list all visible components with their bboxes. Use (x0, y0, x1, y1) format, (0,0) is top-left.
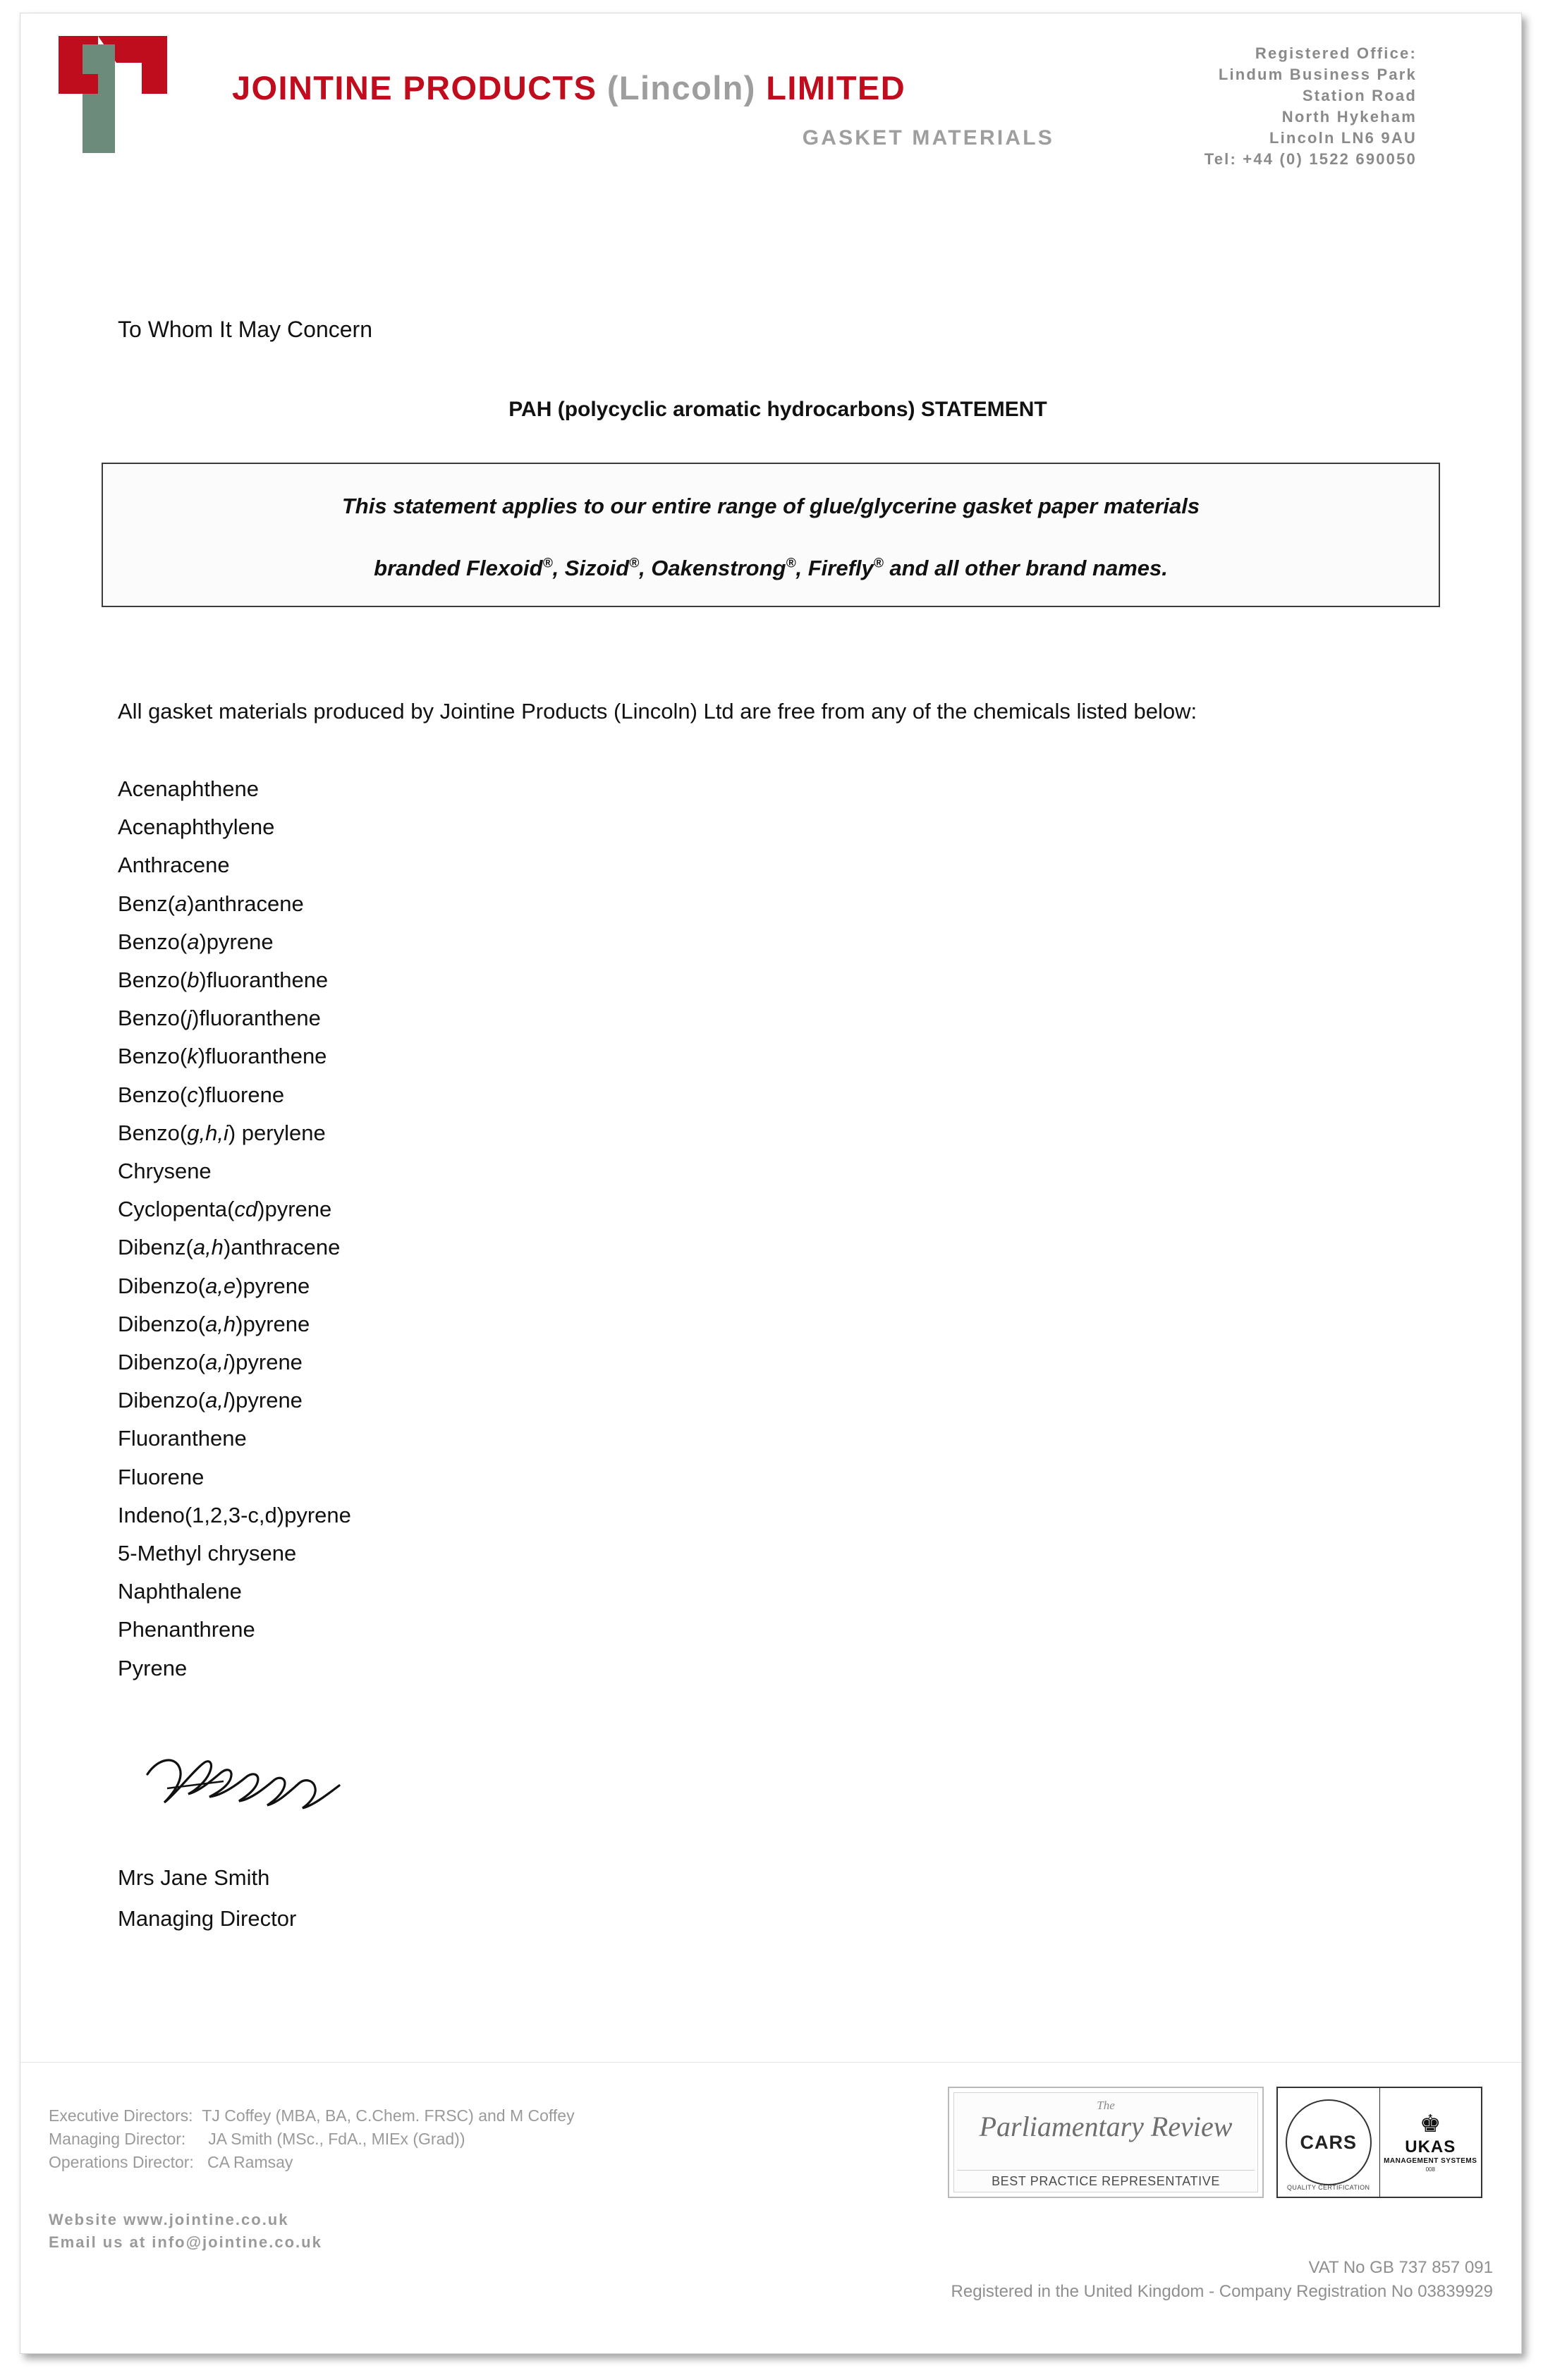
chemical-item: Pyrene (118, 1655, 188, 1680)
chemical-item: 5-Methyl chrysene (118, 1541, 297, 1566)
accreditation-badges (948, 2087, 1482, 2198)
company-name-part1: JOINTINE PRODUCTS (232, 69, 607, 106)
footer-divider (20, 2062, 1521, 2063)
company-name-part2: LIMITED (755, 69, 906, 106)
registered-mark-4: ® (873, 556, 884, 571)
registered-mark-1: ® (542, 556, 553, 571)
chemical-item: Benzo(a)pyrene (118, 929, 274, 954)
chemical-item: Dibenzo(a,h)pyrene (118, 1311, 310, 1336)
registered-mark-2: ® (629, 556, 640, 571)
chemical-item: Indeno(1,2,3-c,d)pyrene (118, 1502, 351, 1527)
chemical-item: Naphthalene (118, 1579, 242, 1604)
cars-sublabel: QUALITY CERTIFICATION (1287, 2184, 1370, 2191)
chemical-item: Dibenzo(a,e)pyrene (118, 1273, 310, 1298)
chemical-item: Anthracene (118, 853, 230, 878)
executive-directors-label: Executive Directors: (49, 2106, 193, 2125)
company-name-paren: (Lincoln) (606, 69, 756, 106)
operations-director-line (49, 2151, 575, 2174)
managing-director-label: Managing Director: (49, 2130, 186, 2148)
letterhead (20, 13, 1521, 204)
operations-director-value: CA Ramsay (207, 2153, 293, 2171)
managing-director-line (49, 2128, 575, 2151)
signature-block (118, 1857, 296, 1939)
registered-mark-3: ® (786, 556, 796, 571)
cars-ukas-badge (1276, 2087, 1482, 2198)
office-line-2: Lindum Business Park (1218, 66, 1417, 83)
company-logo-icon (54, 33, 195, 157)
ukas-logo-icon (1380, 2088, 1482, 2197)
parliamentary-review-inner (953, 2092, 1258, 2192)
chemical-item: Fluorene (118, 1464, 205, 1489)
company-name (232, 68, 905, 107)
managing-director-value: JA Smith (MSc., FdA., MIEx (Grad)) (208, 2130, 465, 2148)
chemical-list (118, 770, 351, 1688)
directors-block (49, 2104, 575, 2174)
chemical-item: Chrysene (118, 1159, 212, 1184)
chemical-item: Dibenzo(a,i)pyrene (118, 1350, 303, 1375)
company-tagline: GASKET MATERIALS (802, 126, 1054, 149)
company-registration: Registered in the United Kingdom - Company Registration No 03839929 (951, 2282, 1493, 2301)
chemical-item: Dibenzo(a,l)pyrene (118, 1388, 303, 1413)
callout-line-1: This statement applies to our entire range of glue/glycerine gasket paper materials (341, 494, 1200, 518)
office-line-5: Lincoln LN6 9AU (1269, 129, 1417, 147)
signer-title: Managing Director (118, 1906, 297, 1931)
chemical-item: Dibenz(a,h)anthracene (118, 1235, 341, 1260)
callout-line-2b: , Sizoid (552, 556, 630, 580)
registration-block (951, 2256, 1493, 2304)
callout-line-2d: , Firefly (795, 556, 874, 580)
chemical-item: Benzo(g,h,i) perylene (118, 1120, 326, 1145)
callout-line-2c: , Oakenstrong (639, 556, 786, 580)
office-line-4: North Hykeham (1281, 108, 1417, 126)
salutation: To Whom It May Concern (118, 317, 372, 342)
office-line-1: Registered Office: (1255, 44, 1417, 62)
chemical-item: Benzo(b)fluoranthene (118, 968, 329, 993)
chemical-item: Cyclopenta(cd)pyrene (118, 1197, 332, 1222)
crown-icon: ♚ (1420, 2111, 1441, 2137)
office-line-3: Station Road (1302, 87, 1417, 104)
ukas-number: 008 (1425, 2166, 1435, 2173)
parliamentary-review-name: Parliamentary Review (979, 2111, 1233, 2142)
document-title: PAH (polycyclic aromatic hydrocarbons) STATEMENT (508, 398, 1047, 421)
letter-page (20, 13, 1522, 2354)
chemical-item: Acenaphthene (118, 776, 259, 801)
registered-office-block (1205, 43, 1417, 170)
operations-director-label: Operations Director: (49, 2153, 194, 2171)
ukas-label: UKAS (1405, 2137, 1456, 2156)
chemical-item: Acenaphthylene (118, 814, 275, 840)
chemical-item: Benzo(c)fluorene (118, 1082, 285, 1107)
parliamentary-review-badge (948, 2087, 1264, 2198)
chemical-item: Benzo(j)fluoranthene (118, 1006, 321, 1031)
website-line[interactable]: Website www.jointine.co.uk (49, 2211, 289, 2228)
chemical-item: Fluoranthene (118, 1426, 247, 1451)
vat-number: VAT No GB 737 857 091 (1308, 2258, 1493, 2277)
chemical-item: Phenanthrene (118, 1617, 255, 1642)
callout-line-2e: and all other brand names. (883, 556, 1168, 580)
executive-directors-line (49, 2104, 575, 2128)
ukas-sublabel: MANAGEMENT SYSTEMS (1384, 2157, 1477, 2165)
chemical-item: Benzo(k)fluoranthene (118, 1044, 327, 1069)
executive-directors-value: TJ Coffey (MBA, BA, C.Chem. FRSC) and M Coffey (202, 2106, 575, 2125)
cars-logo-icon (1278, 2088, 1380, 2197)
office-phone: Tel: +44 (0) 1522 690050 (1204, 150, 1417, 168)
intro-paragraph: All gasket materials produced by Jointine Products (Lincoln) Ltd are free from any of the chemicals listed below: (118, 699, 1197, 724)
parliamentary-review-strapline: BEST PRACTICE REPRESENTATIVE (957, 2170, 1255, 2189)
statement-callout-box (102, 463, 1440, 607)
callout-line-2a: branded Flexoid (374, 556, 543, 580)
contact-block (49, 2209, 322, 2254)
cars-label: CARS (1300, 2131, 1357, 2153)
chemical-item: Benz(a)anthracene (118, 891, 304, 916)
signature-image (139, 1745, 421, 1829)
cars-circle-shape (1286, 2099, 1372, 2185)
signer-name: Mrs Jane Smith (118, 1865, 270, 1890)
parliamentary-review-the: The (1097, 2099, 1115, 2112)
email-line[interactable]: Email us at info@jointine.co.uk (49, 2233, 322, 2251)
